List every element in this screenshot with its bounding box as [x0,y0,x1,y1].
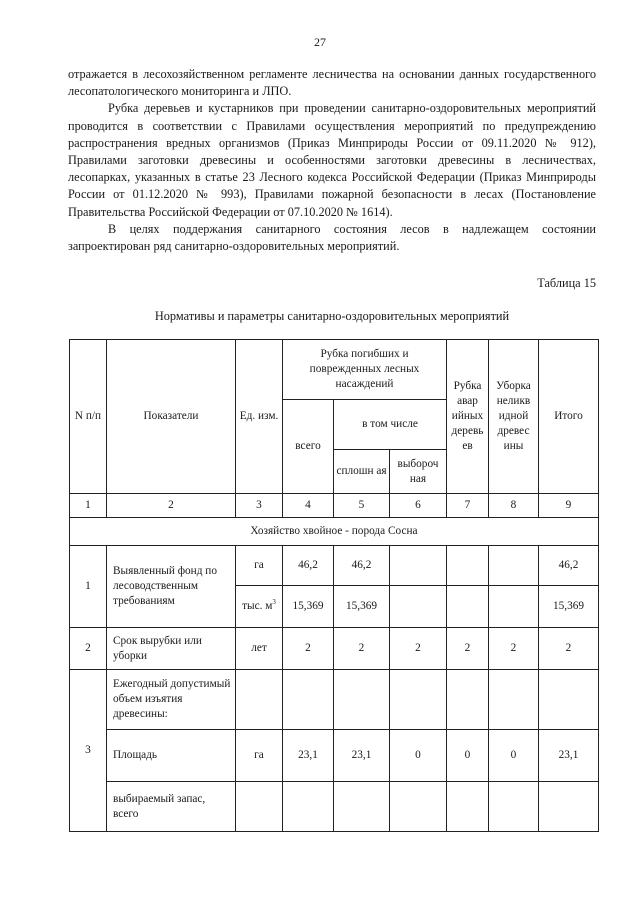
cell: 23,1 [539,730,599,782]
cell: 2 [539,628,599,670]
cell [489,782,539,832]
col-number: 8 [489,494,539,518]
cell [236,782,283,832]
cell: 2 [447,628,489,670]
table-caption: Таблица 15 [537,276,596,290]
header-total: Итого [539,340,599,494]
cell [390,670,447,730]
row-indicator: выбираемый запас, всего [107,782,236,832]
col-number: 6 [390,494,447,518]
row-num: 3 [70,670,107,832]
col-number: 5 [334,494,390,518]
cell: 2 [334,628,390,670]
col-number: 7 [447,494,489,518]
cell [236,670,283,730]
col-number: 9 [539,494,599,518]
cell: 23,1 [334,730,390,782]
col-number: 2 [107,494,236,518]
column-numbers-row [70,494,599,518]
cell [334,670,390,730]
unit-superscript: 3 [272,598,276,607]
table-header-row [70,340,599,400]
row-indicator: Выявленный фонд по лесоводственным требованиям [107,546,236,628]
table-row [70,670,599,730]
section-title: Хозяйство хвойное - порода Сосна [70,518,599,546]
row-unit [236,586,283,628]
header-cutting-group: Рубка погибших и поврежденных лесных насаждений [283,340,447,400]
cell [283,670,334,730]
header-unit: Ед. изм. [236,340,283,494]
cell: 0 [489,730,539,782]
paragraph: отражается в лесохозяйственном регламенте лесничества на основании данных государственного лесопатологического мониторинга и ЛПО. [68,67,596,99]
paragraph: Рубка деревьев и кустарников при проведении санитарно-оздоровительных мероприятий проводится в соответствии с Правилами осуществления мероприятий по предупреждению распространения вредных организмов (Приказ Минприроды России от 09.11.2020 № 912), Правилами заготовки древесины и особенностями заготовки древесины в лесничествах, лесопарках, указанных в статье 23 Лесного кодекса Российской Федерации (Приказ Минприроды России от 01.12.2020 № 993), Правилами пожарной безопасности в лесах (Постановление Правительства Российской Федерации от 07.10.2020 № 1614). [68,101,596,219]
cell [447,546,489,586]
row-unit: га [236,730,283,782]
row-unit: га [236,546,283,586]
cell: 23,1 [283,730,334,782]
cell [489,670,539,730]
norms-table [69,339,599,832]
cell: 0 [390,730,447,782]
table-row [70,782,599,832]
cell: 46,2 [539,546,599,586]
cell: 2 [283,628,334,670]
table-row [70,628,599,670]
header-solid: сплошн ая [334,450,390,494]
header-emergency: Рубка авар ийных деревь ев [447,340,489,494]
cell [283,782,334,832]
section-row [70,518,599,546]
cell [447,586,489,628]
cell [539,670,599,730]
row-indicator: Ежегодный допустимый объем изъятия древесины: [107,670,236,730]
cell: 46,2 [334,546,390,586]
paragraph: В целях поддержания санитарного состояния лесов в надлежащем состоянии запроектирован ряд санитарно-оздоровительных мероприятий. [68,221,596,254]
col-number: 3 [236,494,283,518]
cell: 15,369 [539,586,599,628]
row-unit: лет [236,628,283,670]
cell [447,782,489,832]
table-row [70,546,599,586]
header-incl: в том числе [334,400,447,450]
unit-text: тыс. м [242,600,273,612]
table-row [70,730,599,782]
cell [489,546,539,586]
cell [489,586,539,628]
row-indicator: Срок вырубки или уборки [107,628,236,670]
cell [390,586,447,628]
page-number: 27 [314,35,326,49]
cell [447,670,489,730]
col-number: 1 [70,494,107,518]
col-number: 4 [283,494,334,518]
row-num: 2 [70,628,107,670]
body-text [68,66,596,255]
cell [539,782,599,832]
cell [390,782,447,832]
cell: 15,369 [283,586,334,628]
cell: 2 [489,628,539,670]
cell: 2 [390,628,447,670]
table-title: Нормативы и параметры санитарно-оздоровительных мероприятий [154,309,510,323]
header-cleanup: Уборка неликв идной древес ины [489,340,539,494]
cell: 15,369 [334,586,390,628]
cell [334,782,390,832]
header-selective: выбороч ная [390,450,447,494]
header-num: N п/п [70,340,107,494]
header-indicator: Показатели [107,340,236,494]
cell [390,546,447,586]
row-indicator: Площадь [107,730,236,782]
cell: 0 [447,730,489,782]
header-total-all: всего [283,400,334,494]
cell: 46,2 [283,546,334,586]
row-num: 1 [70,546,107,628]
